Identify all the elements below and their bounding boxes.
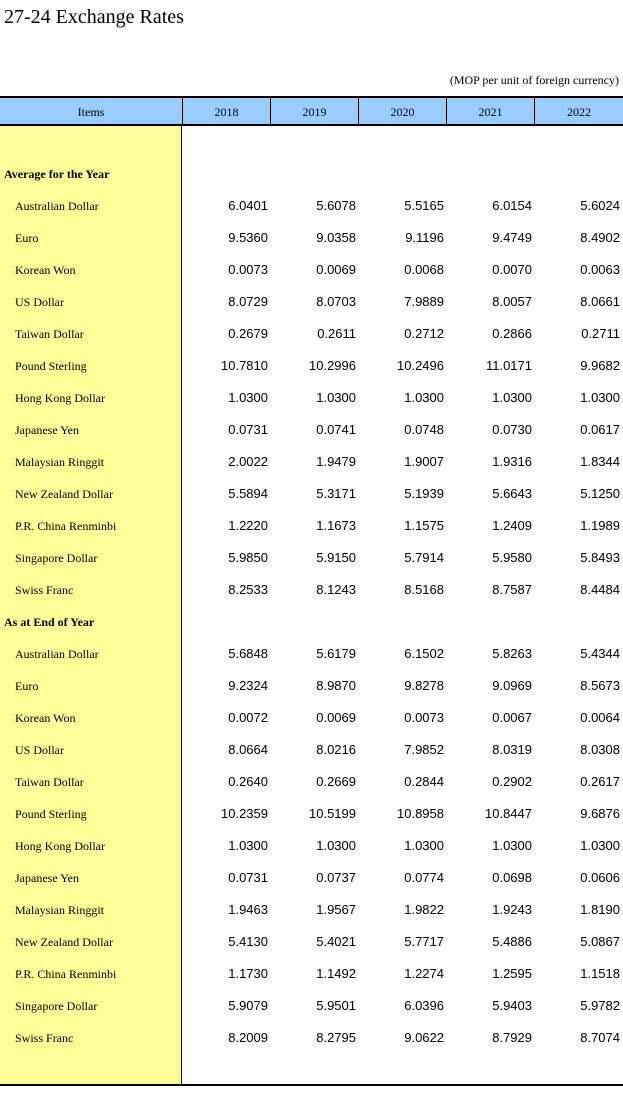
rate-cell: 6.0154 bbox=[492, 198, 532, 213]
rate-cell: 8.0319 bbox=[492, 742, 532, 757]
section-row bbox=[0, 158, 623, 190]
table-row bbox=[0, 798, 623, 830]
currency-label: Singapore Dollar bbox=[15, 999, 98, 1013]
rate-cell: 0.0067 bbox=[492, 710, 532, 725]
rate-cell: 10.2359 bbox=[221, 806, 268, 821]
rate-cell: 9.0622 bbox=[404, 1030, 444, 1045]
rate-cell: 1.0300 bbox=[492, 390, 532, 405]
currency-label: Pound Sterling bbox=[15, 359, 87, 373]
rate-cell: 5.9850 bbox=[228, 550, 268, 565]
rate-cell: 8.2795 bbox=[316, 1030, 356, 1045]
rate-cell: 10.5199 bbox=[309, 806, 356, 821]
rate-cell: 5.1250 bbox=[580, 486, 620, 501]
table-row bbox=[0, 350, 623, 382]
rate-cell: 10.2996 bbox=[309, 358, 356, 373]
currency-label: Taiwan Dollar bbox=[15, 775, 84, 789]
rate-cell: 8.0703 bbox=[316, 294, 356, 309]
rate-cell: 1.1730 bbox=[228, 966, 268, 981]
rate-cell: 5.6024 bbox=[580, 198, 620, 213]
rate-cell: 1.0300 bbox=[492, 838, 532, 853]
rate-cell: 9.8278 bbox=[404, 678, 444, 693]
rate-cell: 10.2496 bbox=[397, 358, 444, 373]
currency-label: Euro bbox=[15, 679, 39, 693]
rate-cell: 8.0216 bbox=[316, 742, 356, 757]
rate-cell: 8.4902 bbox=[580, 230, 620, 245]
rate-cell: 0.0748 bbox=[404, 422, 444, 437]
section-label: As at End of Year bbox=[4, 615, 95, 629]
table-row bbox=[0, 926, 623, 958]
table-row bbox=[0, 286, 623, 318]
table-row bbox=[0, 1022, 623, 1054]
rate-cell: 6.0401 bbox=[228, 198, 268, 213]
currency-label: Korean Won bbox=[15, 263, 76, 277]
table-row bbox=[0, 318, 623, 350]
rate-cell: 0.2640 bbox=[228, 774, 268, 789]
section-row bbox=[0, 606, 623, 638]
rate-cell: 9.4749 bbox=[492, 230, 532, 245]
rate-cell: 1.9007 bbox=[404, 454, 444, 469]
rate-cell: 1.2409 bbox=[492, 518, 532, 533]
rate-cell: 0.0069 bbox=[316, 710, 356, 725]
table-row bbox=[0, 830, 623, 862]
rate-cell: 9.0358 bbox=[316, 230, 356, 245]
rate-cell: 5.9150 bbox=[316, 550, 356, 565]
table-row bbox=[0, 862, 623, 894]
rate-cell: 1.9479 bbox=[316, 454, 356, 469]
rate-cell: 1.2220 bbox=[228, 518, 268, 533]
rate-cell: 5.7717 bbox=[404, 934, 444, 949]
rate-cell: 0.2902 bbox=[492, 774, 532, 789]
rate-cell: 5.6179 bbox=[316, 646, 356, 661]
currency-label: New Zealand Dollar bbox=[15, 487, 113, 501]
rate-cell: 11.0171 bbox=[485, 358, 532, 373]
rate-cell: 5.8493 bbox=[580, 550, 620, 565]
table-row bbox=[0, 478, 623, 510]
rate-cell: 9.1196 bbox=[405, 230, 444, 245]
rate-cell: 0.0741 bbox=[316, 422, 356, 437]
rate-cell: 8.0057 bbox=[492, 294, 532, 309]
rate-cell: 0.2617 bbox=[580, 774, 620, 789]
rate-cell: 5.8263 bbox=[492, 646, 532, 661]
rate-cell: 0.0063 bbox=[580, 262, 620, 277]
currency-label: Japanese Yen bbox=[15, 871, 79, 885]
table-row bbox=[0, 958, 623, 990]
rate-cell: 9.2324 bbox=[228, 678, 268, 693]
rate-cell: 1.1518 bbox=[580, 966, 620, 981]
currency-label: New Zealand Dollar bbox=[15, 935, 113, 949]
rate-cell: 0.2844 bbox=[404, 774, 444, 789]
rate-cell: 8.0661 bbox=[580, 294, 620, 309]
exchange-rates-table bbox=[0, 96, 623, 1086]
rate-cell: 0.2611 bbox=[317, 326, 356, 341]
rate-cell: 8.5673 bbox=[580, 678, 620, 693]
rate-cell: 0.0737 bbox=[316, 870, 356, 885]
rate-cell: 8.7587 bbox=[492, 582, 532, 597]
rate-cell: 1.1989 bbox=[580, 518, 620, 533]
rate-cell: 5.1939 bbox=[404, 486, 444, 501]
rate-cell: 6.1502 bbox=[404, 646, 444, 661]
table-row bbox=[0, 414, 623, 446]
currency-label: P.R. China Renminbi bbox=[15, 967, 117, 981]
table-row bbox=[0, 574, 623, 606]
rate-cell: 5.0867 bbox=[580, 934, 620, 949]
unit-note: (MOP per unit of foreign currency) bbox=[449, 73, 619, 87]
table-row bbox=[0, 702, 623, 734]
rate-cell: 5.3171 bbox=[316, 486, 356, 501]
rate-cell: 0.2712 bbox=[404, 326, 444, 341]
rate-cell: 0.2679 bbox=[228, 326, 268, 341]
rate-cell: 1.0300 bbox=[316, 838, 356, 853]
rate-cell: 0.0069 bbox=[316, 262, 356, 277]
rate-cell: 8.0308 bbox=[580, 742, 620, 757]
rate-cell: 0.2711 bbox=[581, 326, 620, 341]
page-title: 27-24 Exchange Rates bbox=[4, 6, 184, 28]
table-row bbox=[0, 446, 623, 478]
table-row bbox=[0, 542, 623, 574]
currency-label: Pound Sterling bbox=[15, 807, 87, 821]
table-row bbox=[0, 734, 623, 766]
rate-cell: 1.0300 bbox=[228, 390, 268, 405]
rate-cell: 0.0072 bbox=[228, 710, 268, 725]
rate-cell: 9.0969 bbox=[492, 678, 532, 693]
rate-cell: 1.9567 bbox=[316, 902, 356, 917]
rate-cell: 0.0073 bbox=[404, 710, 444, 725]
rate-cell: 1.8344 bbox=[580, 454, 620, 469]
table-row bbox=[0, 766, 623, 798]
rate-cell: 5.6643 bbox=[492, 486, 532, 501]
rate-cell: 1.9316 bbox=[492, 454, 532, 469]
rate-cell: 0.0606 bbox=[580, 870, 620, 885]
rate-cell: 9.6876 bbox=[580, 806, 620, 821]
rate-cell: 1.0300 bbox=[580, 390, 620, 405]
rate-cell: 5.9501 bbox=[316, 998, 356, 1013]
rate-cell: 5.5894 bbox=[228, 486, 268, 501]
rate-cell: 5.4021 bbox=[316, 934, 356, 949]
rate-cell: 5.4130 bbox=[228, 934, 268, 949]
currency-label: Euro bbox=[15, 231, 39, 245]
currency-label: Hong Kong Dollar bbox=[15, 839, 105, 853]
rate-cell: 10.7810 bbox=[221, 358, 268, 373]
currency-label: Swiss Franc bbox=[15, 1031, 74, 1045]
currency-label: Japanese Yen bbox=[15, 423, 79, 437]
header-year: 2022 bbox=[534, 98, 623, 124]
rate-cell: 1.9822 bbox=[404, 902, 444, 917]
rate-cell: 8.0729 bbox=[228, 294, 268, 309]
rate-cell: 0.0070 bbox=[492, 262, 532, 277]
header-year: 2019 bbox=[270, 98, 358, 124]
header-year: 2021 bbox=[446, 98, 534, 124]
header-year: 2020 bbox=[358, 98, 446, 124]
rate-cell: 8.4484 bbox=[580, 582, 620, 597]
rate-cell: 1.1673 bbox=[316, 518, 356, 533]
table-row bbox=[0, 382, 623, 414]
currency-label: Malaysian Ringgit bbox=[15, 455, 104, 469]
rate-cell: 0.0617 bbox=[580, 422, 620, 437]
rate-cell: 8.2533 bbox=[228, 582, 268, 597]
rate-cell: 5.9580 bbox=[492, 550, 532, 565]
rate-cell: 10.8447 bbox=[485, 806, 532, 821]
rate-cell: 5.7914 bbox=[404, 550, 444, 565]
currency-label: Singapore Dollar bbox=[15, 551, 98, 565]
table-row bbox=[0, 190, 623, 222]
rate-cell: 7.9852 bbox=[404, 742, 444, 757]
rate-cell: 10.8958 bbox=[397, 806, 444, 821]
table-row bbox=[0, 670, 623, 702]
table-bottom-rule bbox=[0, 1084, 623, 1086]
currency-label: Korean Won bbox=[15, 711, 76, 725]
rate-cell: 5.6848 bbox=[228, 646, 268, 661]
currency-label: Australian Dollar bbox=[15, 647, 99, 661]
rate-cell: 0.2669 bbox=[316, 774, 356, 789]
table-header bbox=[0, 96, 623, 126]
currency-label: P.R. China Renminbi bbox=[15, 519, 117, 533]
rate-cell: 9.5360 bbox=[228, 230, 268, 245]
rate-cell: 0.0698 bbox=[492, 870, 532, 885]
rate-cell: 5.5165 bbox=[404, 198, 444, 213]
rate-cell: 0.0068 bbox=[404, 262, 444, 277]
currency-label: Australian Dollar bbox=[15, 199, 99, 213]
rate-cell: 8.1243 bbox=[316, 582, 356, 597]
currency-label: US Dollar bbox=[15, 295, 64, 309]
header-year: 2018 bbox=[182, 98, 270, 124]
rate-cell: 1.0300 bbox=[228, 838, 268, 853]
rate-cell: 6.0396 bbox=[404, 998, 444, 1013]
currency-label: Malaysian Ringgit bbox=[15, 903, 104, 917]
currency-label: Taiwan Dollar bbox=[15, 327, 84, 341]
rate-cell: 8.2009 bbox=[228, 1030, 268, 1045]
rate-cell: 1.0300 bbox=[316, 390, 356, 405]
rate-cell: 1.8190 bbox=[580, 902, 620, 917]
rate-cell: 8.7074 bbox=[580, 1030, 620, 1045]
section-label: Average for the Year bbox=[4, 167, 110, 181]
currency-label: US Dollar bbox=[15, 743, 64, 757]
rate-cell: 1.1575 bbox=[404, 518, 444, 533]
rate-cell: 1.0300 bbox=[404, 390, 444, 405]
rate-cell: 1.9463 bbox=[228, 902, 268, 917]
rate-cell: 5.9782 bbox=[580, 998, 620, 1013]
rate-cell: 1.0300 bbox=[580, 838, 620, 853]
table-row bbox=[0, 510, 623, 542]
rate-cell: 1.2595 bbox=[492, 966, 532, 981]
rate-cell: 8.0664 bbox=[228, 742, 268, 757]
rate-cell: 0.0064 bbox=[580, 710, 620, 725]
currency-label: Hong Kong Dollar bbox=[15, 391, 105, 405]
rate-cell: 0.2866 bbox=[492, 326, 532, 341]
rate-cell: 0.0730 bbox=[492, 422, 532, 437]
rate-cell: 8.9870 bbox=[316, 678, 356, 693]
table-row bbox=[0, 990, 623, 1022]
rate-cell: 7.9889 bbox=[404, 294, 444, 309]
rate-cell: 5.4886 bbox=[492, 934, 532, 949]
rate-cell: 1.9243 bbox=[492, 902, 532, 917]
rate-cell: 0.0774 bbox=[404, 870, 444, 885]
rate-cell: 8.7929 bbox=[492, 1030, 532, 1045]
rate-cell: 5.9079 bbox=[228, 998, 268, 1013]
rate-cell: 5.4344 bbox=[580, 646, 620, 661]
rate-cell: 0.0731 bbox=[228, 422, 268, 437]
rate-cell: 0.0073 bbox=[228, 262, 268, 277]
rate-cell: 0.0731 bbox=[228, 870, 268, 885]
table-row bbox=[0, 222, 623, 254]
rate-cell: 5.6078 bbox=[316, 198, 356, 213]
rate-cell: 8.5168 bbox=[404, 582, 444, 597]
rate-cell: 1.2274 bbox=[404, 966, 444, 981]
rate-cell: 5.9403 bbox=[492, 998, 532, 1013]
table-row bbox=[0, 254, 623, 286]
header-items: Items bbox=[77, 105, 105, 119]
rate-cell: 2.0022 bbox=[228, 454, 268, 469]
rate-cell: 1.1492 bbox=[316, 966, 356, 981]
currency-label: Swiss Franc bbox=[15, 583, 74, 597]
table-row bbox=[0, 894, 623, 926]
rate-cell: 1.0300 bbox=[404, 838, 444, 853]
rate-cell: 9.9682 bbox=[580, 358, 620, 373]
table-row bbox=[0, 638, 623, 670]
